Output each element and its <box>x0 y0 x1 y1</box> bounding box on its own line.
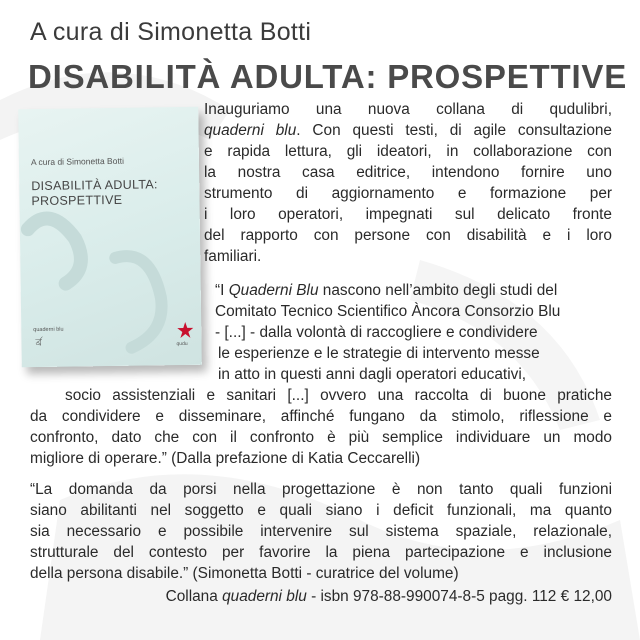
book-cover-title <box>31 177 191 209</box>
cover-mark-stroke-2 <box>115 256 162 348</box>
intro-line-italic: quaderni blu <box>204 122 297 139</box>
intro-line: familiari. <box>204 248 262 265</box>
quote1-line: in atto in questi anni dagli operatori educativi, <box>218 366 527 383</box>
header-author: A cura di Simonetta Botti <box>30 18 312 46</box>
quote2-line: della persona disabile.” (Simonetta Botti - curatrice del volume) <box>30 565 459 582</box>
intro-line: strumento di aggiornamento e formazione per <box>204 185 612 202</box>
quote-prefazione-wide <box>65 385 612 406</box>
quote1-line: migliore di operare.” (Dalla prefazione di Katia Ceccarelli) <box>30 450 421 467</box>
quote1-line: da condividere e disseminare, affinché fungano da stimolo, riflessione e <box>30 408 612 425</box>
intro-line: la nostra casa editrice, intendono fornire uno <box>204 164 612 181</box>
quote2-line: sia necessario e possibile intervenire sul sistema spaziale, relazionale, <box>30 523 612 540</box>
quote-prefazione <box>215 280 612 385</box>
intro-line: del rapporto con persone con disabilità e i loro <box>204 227 612 244</box>
quote-curatrice <box>30 479 612 584</box>
book-cover-image <box>18 107 202 367</box>
cover-mark-stroke-1 <box>28 218 82 284</box>
book-cover-author: A cura di Simonetta Botti <box>30 155 125 168</box>
quote-prefazione-full <box>30 406 612 469</box>
quote2-line: siano abilitanti nel soggetto e quali siano i deficit funzionali, ma quanto <box>30 502 612 519</box>
red-star-logo-icon <box>176 321 194 339</box>
intro-line <box>204 120 612 141</box>
book-cover-series-label: quaderni blu <box>33 326 64 334</box>
quote1-line: le esperienze e le strategie di intervento messe <box>218 345 540 362</box>
quote1-rest: nascono nell’ambito degli studi del <box>318 282 558 299</box>
footer-details: - isbn 978-88-990074-8-5 pagg. 112 € 12,00 <box>306 588 612 605</box>
footer-prefix: Collana <box>165 588 223 605</box>
page-title: DISABILITÀ ADULTA: PROSPETTIVE <box>28 58 628 95</box>
book-cover-title-line2: PROSPETTIVE <box>31 192 123 209</box>
intro-paragraph <box>204 99 612 267</box>
quote2-line: strutturale del contesto per favorire la piena partecipazione e inclusione <box>30 544 612 561</box>
intro-line-rest: . Con questi testi, di agile consultazione <box>296 122 612 139</box>
intro-line: Inauguriamo una nuova collana di qudulibri, <box>204 101 612 118</box>
quote1-line: socio assistenziali e sanitari [...] ovvero una raccolta di buone pratiche <box>65 387 612 404</box>
quote1-line: - [...] - dalla volontà di raccogliere e condividere <box>215 324 538 341</box>
footer-series: quaderni blu <box>222 588 307 605</box>
quote2-line: “La domanda da porsi nella progettazione è non tanto quali funzioni <box>30 481 612 498</box>
intro-line: e rapida lettura, gli ideatori, in collaborazione con <box>204 143 612 160</box>
book-cover-title-line1: DISABILITÀ ADULTA: <box>31 177 158 194</box>
quote1-italic: Quaderni Blu <box>228 282 319 299</box>
quote1-line: Comitato Tecnico Scientifico Àncora Consorzio Blu <box>215 303 561 320</box>
book-cover-publisher-label: qudu <box>176 340 188 348</box>
quote1-open: “I <box>215 282 229 299</box>
intro-line: i loro operatori, impegnati sul delicato fronte <box>204 206 612 223</box>
quote1-line <box>215 280 612 301</box>
quote1-line: confronto, dato che con il confronto è più semplice individuare un modo <box>30 429 612 446</box>
book-details-footer <box>166 588 612 606</box>
book-cover-series-logo: ৰ্ব্র <box>35 337 42 349</box>
